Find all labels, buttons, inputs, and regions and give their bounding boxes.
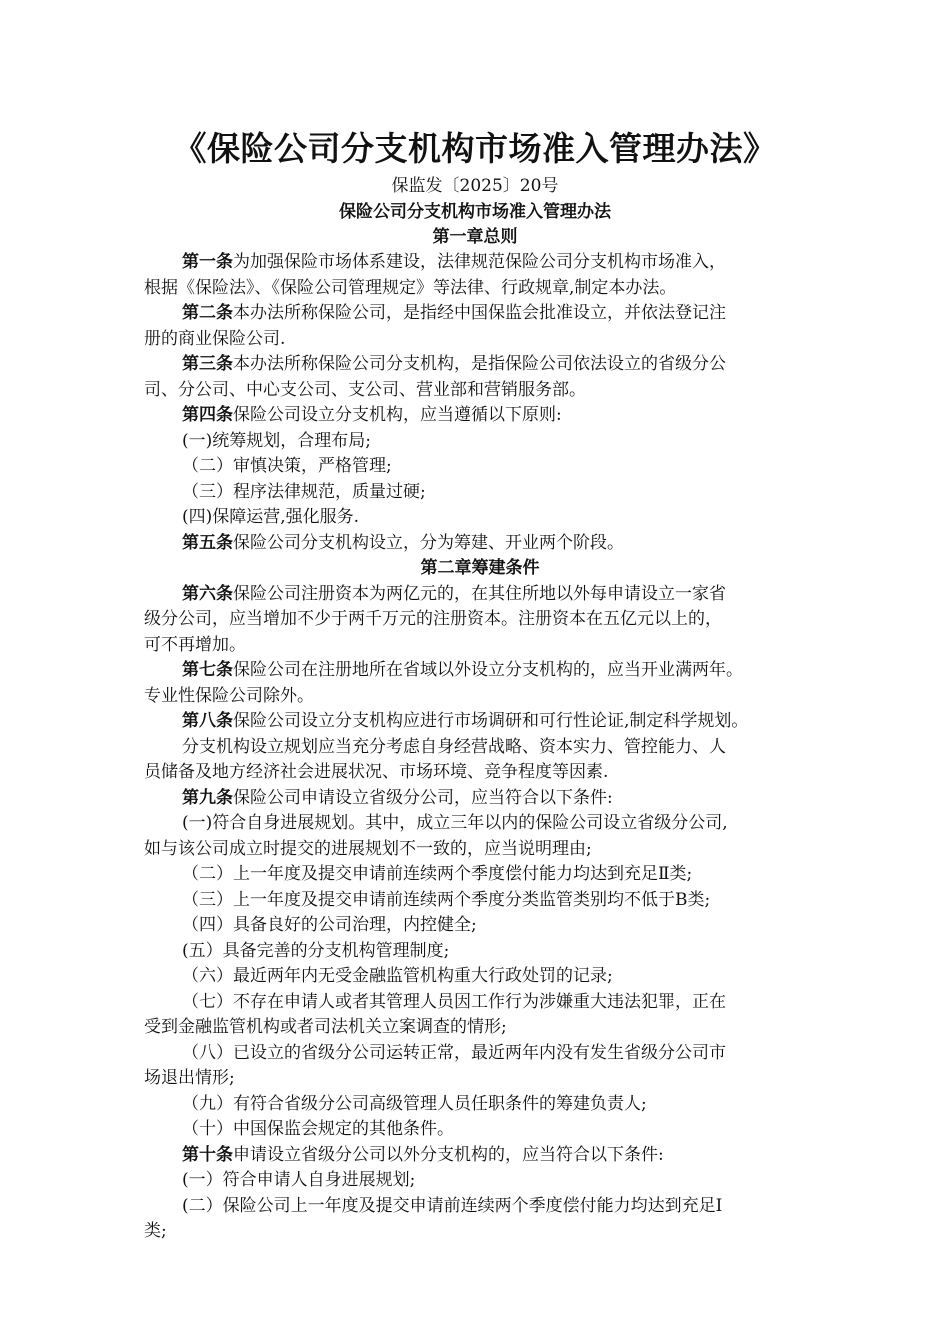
document-title: 《保险公司分支机构市场准入管理办法》 <box>173 129 777 168</box>
document-number: 保监发〔2025〕20号 <box>391 176 559 196</box>
article-5-text: 保险公司分支机构设立，分为筹建、开业两个阶段。 <box>233 532 624 553</box>
article-9-item-2: （二）上一年度及提交申请前连续两个季度偿付能力均达到充足Ⅱ类; <box>182 864 693 884</box>
article-9-item-7-line-1: （七）不存在申请人或者其管理人员因工作行为涉嫌重大违法犯罪，正在 <box>182 991 726 1012</box>
article-1-label: 第一条 <box>182 252 233 272</box>
article-3-label: 第三条 <box>182 354 233 374</box>
article-6-text: 保险公司注册资本为两亿元的，在其住所地以外每申请设立一家省 <box>233 583 726 604</box>
article-7-text: 保险公司在注册地所在省域以外设立分支机构的，应当开业满两年。 <box>233 660 743 680</box>
article-4-item-2: （二）审慎决策，严格管理; <box>182 456 392 476</box>
article-8-label: 第八条 <box>182 711 233 731</box>
article-9-text: 保险公司申请设立省级分公司，应当符合以下条件: <box>233 787 613 808</box>
article-8-line-1 <box>144 709 816 735</box>
article-7-line-1 <box>144 658 816 684</box>
article-9-item-7-line-2: 受到金融监管机构或者司法机关立案调查的情形; <box>144 1017 507 1037</box>
article-2-line-2: 册的商业保险公司. <box>144 328 286 349</box>
article-2-line-1 <box>144 301 816 327</box>
article-9-item-10: （十）中国保监会规定的其他条件。 <box>182 1119 454 1139</box>
article-9-item-9: （九）有符合省级分公司高级管理人员任职条件的筹建负责人; <box>182 1093 647 1114</box>
article-6-line-3: 可不再增加。 <box>144 634 246 655</box>
document-body <box>144 250 816 1245</box>
article-9-item-4: （四）具备良好的公司治理，内控健全; <box>182 915 477 935</box>
article-4-line-1 <box>144 403 816 429</box>
article-6-line-1 <box>144 582 816 608</box>
article-5-label: 第五条 <box>182 532 233 553</box>
article-10-line-1 <box>144 1143 816 1169</box>
article-6-line-2: 级分公司，应当增加不少于两千万元的注册资本。注册资本在五亿元以上的， <box>144 609 722 629</box>
article-10-text: 申请设立省级分公司以外分支机构的，应当符合以下条件: <box>233 1144 664 1165</box>
article-4-label: 第四条 <box>182 405 233 425</box>
article-4-item-4: (四)保障运营,强化服务. <box>182 507 360 527</box>
article-6-label: 第六条 <box>182 583 233 604</box>
article-10-item-2-line-1: (二）保险公司上一年度及提交申请前连续两个季度偿付能力均达到充足Ⅰ <box>182 1195 723 1216</box>
article-3-line-2: 司、分公司、中心支公司、支公司、营业部和营销服务部。 <box>144 379 586 400</box>
article-7-line-2: 专业性保险公司除外。 <box>144 685 314 706</box>
article-10-label: 第十条 <box>182 1144 233 1165</box>
article-8-text: 保险公司设立分支机构应进行市场调研和可行性论证,制定科学规划。 <box>233 711 749 731</box>
article-4-text: 保险公司设立分支机构，应当遵循以下原则: <box>233 405 562 425</box>
article-4-item-3: （三）程序法律规范，质量过硬; <box>182 481 426 502</box>
article-2-text: 本办法所称保险公司，是指经中国保监会批准设立，并依法登记注 <box>233 303 726 323</box>
article-7-label: 第七条 <box>182 660 233 680</box>
article-9-item-8-line-1: （八）已设立的省级分公司运转正常，最近两年内没有发生省级分公司市 <box>182 1042 726 1063</box>
article-9-item-6: （六）最近两年内无受金融监管机构重大行政处罚的记录; <box>182 966 613 986</box>
chapter-heading-1: 第一章总则 <box>432 227 518 247</box>
article-1-line-1 <box>144 250 816 276</box>
article-9-item-1-line-1: (一)符合自身进展规划。其中，成立三年以内的保险公司设立省级分公司, <box>182 813 728 833</box>
article-3-text: 本办法所称保险公司分支机构，是指保险公司依法设立的省级分公 <box>233 354 726 374</box>
article-9-label: 第九条 <box>182 787 233 808</box>
article-10-item-1: (一）符合申请人自身进展规划; <box>182 1170 416 1190</box>
article-10-item-2-line-2: 类; <box>144 1221 167 1241</box>
article-8-para-2-line-2: 员储备及地方经济社会进展状况、市场环境、竞争程度等因素. <box>144 762 609 782</box>
article-1-line-2: 根据《保险法》、《保险公司管理规定》等法律、行政规章,制定本办法。 <box>144 277 677 298</box>
document-subtitle: 保险公司分支机构市场准入管理办法 <box>339 202 611 222</box>
article-8-para-2-line-1: 分支机构设立规划应当充分考虑自身经营战略、资本实力、管控能力、人 <box>182 736 726 757</box>
article-9-item-1-line-2: 如与该公司成立时提交的进展规划不一致的，应当说明理由; <box>144 838 592 859</box>
chapter-heading-2: 第二章筹建条件 <box>420 558 540 578</box>
article-4-item-1: (一)统筹规划，合理布局; <box>182 430 371 451</box>
article-9-item-8-line-2: 场退出情形; <box>144 1068 235 1088</box>
article-5-line-1 <box>144 531 816 557</box>
article-1-text: 为加强保险市场体系建设，法律规范保险公司分支机构市场准入， <box>233 252 726 272</box>
article-9-item-5: (五）具备完善的分支机构管理制度; <box>182 940 450 961</box>
article-9-line-1 <box>144 786 816 812</box>
article-3-line-1 <box>144 352 816 378</box>
article-9-item-3: （三）上一年度及提交申请前连续两个季度分类监管类别均不低于B类; <box>182 889 711 910</box>
article-2-label: 第二条 <box>182 303 233 323</box>
